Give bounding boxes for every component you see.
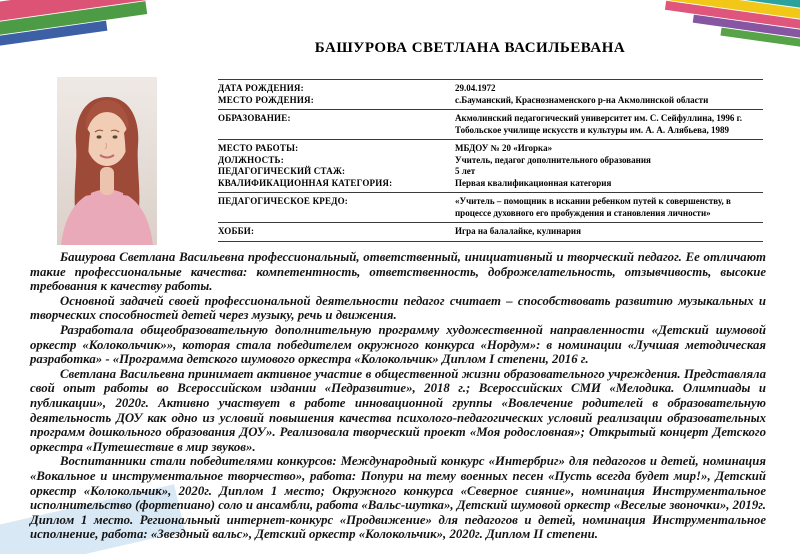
info-value: Акмолинский педагогический университет им. С. Сейфуллина, 1996 г. — [455, 113, 742, 123]
info-group-birth — [218, 79, 763, 109]
info-group-education — [218, 109, 763, 139]
info-value: 29.04.1972 — [455, 83, 496, 93]
info-table — [218, 79, 763, 242]
info-row — [218, 113, 763, 125]
info-group-credo — [218, 192, 763, 222]
info-label — [218, 125, 455, 137]
info-row — [218, 166, 763, 178]
info-row — [218, 125, 763, 137]
info-value: МБДОУ № 20 «Игорка» — [455, 143, 553, 153]
bio-paragraph: Основной задачей своей профессиональной деятельности педагог считает – способствовать развитию музыкальных и творческих способностей детей через музыку, речь и движения. — [30, 293, 766, 323]
info-value: Тобольское училище искусств и культуры им. А. А. Алябьева, 1989 — [455, 124, 729, 135]
info-row — [218, 83, 763, 95]
biography-section — [30, 250, 766, 542]
info-label: ХОББИ: — [218, 226, 255, 236]
page-title: БАШУРОВА СВЕТЛАНА ВАСИЛЬЕВАНА — [314, 40, 626, 56]
info-group-work — [218, 139, 763, 192]
info-row — [218, 226, 763, 238]
info-label: ПЕДАГОГИЧЕСКОЕ КРЕДО: — [218, 196, 349, 206]
info-label: ОБРАЗОВАНИЕ: — [218, 113, 291, 123]
info-label: ДАТА РОЖДЕНИЯ: — [218, 83, 304, 93]
info-value: Первая квалификационная категория — [455, 177, 612, 188]
info-value: с.Бауманский, Краснознаменского р-на Акмолинской области — [455, 94, 709, 105]
info-label: КВАЛИФИКАЦИОННАЯ КАТЕГОРИЯ: — [218, 177, 393, 188]
portrait-illustration — [57, 77, 157, 245]
info-value: «Учитель – помощник в искании ребенком путей к совершенству, в процессе духовного его пробуждения и становления личности» — [455, 196, 731, 218]
info-group-hobby — [218, 222, 763, 242]
info-value: Учитель, педагог дополнительного образования — [455, 154, 651, 165]
info-label: МЕСТО РАБОТЫ: — [218, 143, 299, 153]
bio-paragraph: Разработала общеобразовательную дополнительную программу художественной направленности «Детский шумовой оркестр «Колокольчик»», которая стала победителем окружного конкурса «Нордум»: в номинации «Лучшая методическая разработка» - «Программа детского шумового оркестра «Колокольчик» Диплом I степени, 2016 г. — [30, 322, 766, 367]
info-row — [218, 143, 763, 155]
info-row — [218, 178, 763, 190]
info-label: МЕСТО РОЖДЕНИЯ: — [218, 94, 314, 105]
bio-paragraph: Воспитанники стали победителями конкурсов: Международный конкурс «Интербриг» для педагогов и детей, номинация «Вокальное и инструментальное творчество», работа: Попури на тему военных песен «Пусть всегда будет мир!», Детский оркестр «Колокольчик», 2020г. Диплом 1 место; Окружного конкурса «Северное сияние», номинация Инструментальное исполнительство (фортепиано) соло и ансамбли, работа «Вальс-шутка», Детский шумовой оркестр «Веселые звоночки», 2019г. Диплом 1 место. Региональный интернет-конкурс «Продвижение» для педагогов и детей, номинация Инструментальное исполнение, работа: «Звездный вальс», Детский оркестр «Колокольчик», 2020г. Диплом II степени. — [30, 454, 766, 542]
info-row — [218, 95, 763, 107]
info-value: Игра на балалайке, кулинария — [455, 226, 581, 236]
info-label: ПЕДАГОГИЧЕСКИЙ СТАЖ: — [218, 166, 346, 176]
info-row — [218, 196, 763, 219]
bio-paragraph: Башурова Светлана Васильевна профессиональный, ответственный, инициативный и творческий педагог. Ее отличают такие профессиональные качества: компетентность, ответственность, доброжелательность, отзывчивость, высокие требования к качеству работы. — [30, 250, 766, 294]
bio-paragraph: Светлана Васильевна принимает активное участие в общественной жизни образовательного учреждения. Представляла свой опыт работы во Всероссийском издании «Педразвитие», 2018 г.; Всероссийских СМИ «Мелодика. Олимпиады и публикации», 2020г. Активно участвует в работе инновационной группы «Вовлечение родителей в образовательную деятельность ДОУ как одно из условий повышения качества психолого-педагогических условий реализации образовательных программ дошкольного образования ДОУ». Реализовала творческий проект «Моя родословная»; Открытый концерт Детского оркестра «Путешествие в мир звуков». — [30, 366, 766, 454]
info-label: ДОЛЖНОСТЬ: — [218, 154, 284, 165]
profile-photo — [57, 77, 157, 245]
info-row — [218, 155, 763, 167]
info-value: 5 лет — [455, 166, 476, 176]
